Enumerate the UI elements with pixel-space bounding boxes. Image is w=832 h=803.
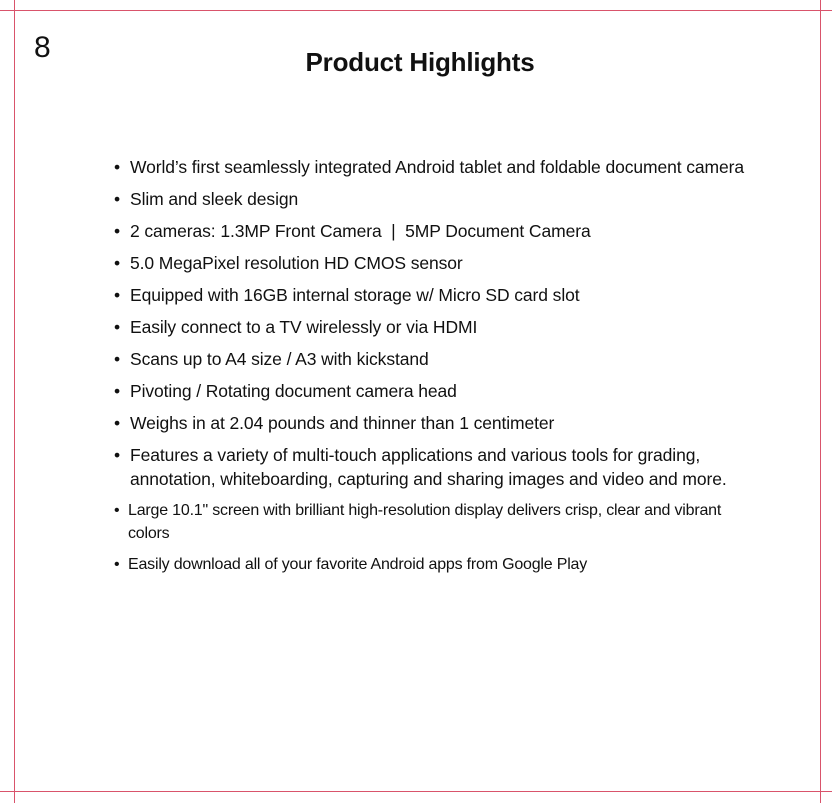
highlight-text: World’s first seamlessly integrated Android tablet and foldable document camera: [130, 157, 745, 177]
bullet: •: [114, 502, 120, 519]
bullet: •: [114, 157, 121, 177]
highlight-text: 2 cameras: 1.3MP Front Camera | 5MP Document Camera: [130, 221, 591, 241]
highlight-item: [112, 347, 752, 371]
bullet: •: [114, 317, 121, 337]
bullet: •: [114, 349, 121, 369]
page-number: 8: [34, 31, 51, 64]
highlight-item: [112, 219, 752, 243]
highlight-item: [112, 283, 752, 307]
bullet: •: [114, 189, 121, 209]
highlight-item: [112, 553, 752, 576]
bullet: •: [114, 445, 121, 465]
highlight-text: Pivoting / Rotating document camera head: [130, 381, 457, 401]
bullet: •: [114, 285, 121, 305]
crop-mark-top: [0, 10, 832, 11]
highlight-text: 5.0 MegaPixel resolution HD CMOS sensor: [130, 253, 463, 273]
highlight-item: [112, 379, 752, 403]
highlight-item: [112, 411, 752, 435]
highlight-text: Weighs in at 2.04 pounds and thinner than 1 centimeter: [130, 413, 555, 433]
highlights-list: [112, 155, 752, 584]
highlight-item: [112, 443, 730, 491]
bullet: •: [114, 253, 121, 273]
highlight-item: [112, 187, 752, 211]
highlight-text: Scans up to A4 size / A3 with kickstand: [130, 349, 429, 369]
page-title: Product Highlights: [305, 47, 535, 77]
highlight-item: [112, 155, 752, 179]
crop-mark-left: [14, 0, 15, 803]
bullet: •: [114, 381, 121, 401]
highlight-text: Slim and sleek design: [130, 189, 299, 209]
crop-mark-bottom: [0, 791, 832, 792]
bullet: •: [114, 413, 121, 433]
highlight-item: [112, 315, 752, 339]
highlight-text: Large 10.1" screen with brilliant high-resolution display delivers crisp, clear and vibrant colors: [128, 502, 722, 542]
highlight-item: [112, 499, 738, 545]
crop-mark-right: [820, 0, 821, 803]
highlight-text: Equipped with 16GB internal storage w/ Micro SD card slot: [130, 285, 580, 305]
bullet: •: [114, 221, 121, 241]
highlight-text: Features a variety of multi-touch applications and various tools for grading, annotation, whiteboarding, capturing and sharing images and video and more.: [130, 445, 727, 489]
bullet: •: [114, 556, 120, 573]
highlight-text: Easily download all of your favorite Android apps from Google Play: [128, 556, 588, 573]
highlight-item: [112, 251, 752, 275]
highlight-text: Easily connect to a TV wirelessly or via HDMI: [130, 317, 478, 337]
